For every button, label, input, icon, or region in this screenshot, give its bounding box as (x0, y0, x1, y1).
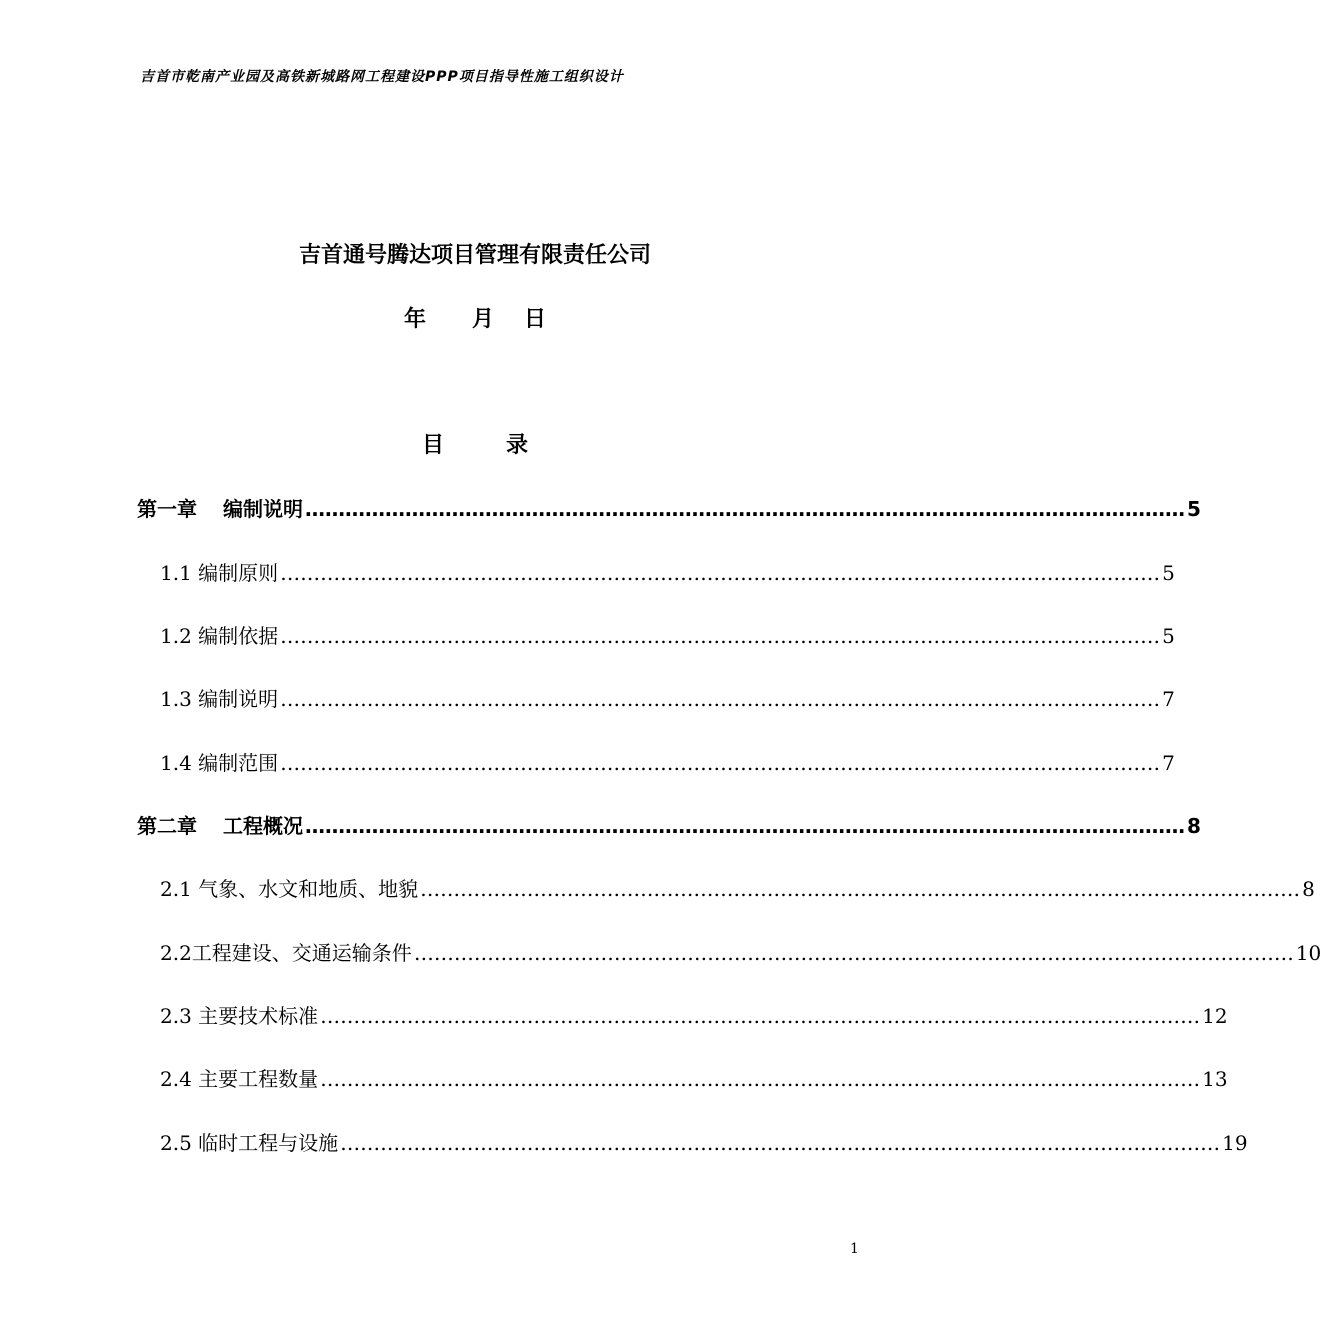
toc-entry-number: 第二章 (137, 814, 197, 838)
date-day: 日 (524, 307, 547, 332)
toc-entry-number: 1.1 (160, 561, 192, 585)
company-name: 吉首通号腾达项目管理有限责任公司 (298, 243, 651, 268)
toc-title (0, 428, 950, 459)
toc-entry-page: 8 (1187, 814, 1201, 838)
toc-entry-2-3[interactable] (160, 1000, 1228, 1030)
toc-entry-1-3[interactable] (160, 683, 1175, 713)
toc-entry-title: 编制范围 (198, 751, 279, 775)
toc-entry-label (160, 1127, 338, 1156)
toc-entry-number: 1.2 (160, 624, 192, 648)
toc-entry-number: 1.3 (160, 687, 192, 711)
toc-entry-number: 2.1 (160, 877, 192, 901)
toc-leader-dots: …………………………………………………………………………………………………………………… (420, 877, 1301, 901)
toc-leader-dots: …………………………………………………………………………………………………………………… (340, 1131, 1221, 1155)
toc-entry-label (137, 810, 303, 839)
toc-entry-title: 编制说明 (223, 497, 303, 521)
toc-entry-number: 2.3 (160, 1004, 192, 1028)
toc-entry-number: 2.4 (160, 1067, 192, 1091)
toc-entry-page: 5 (1162, 624, 1175, 648)
toc-entry-1-1[interactable] (160, 557, 1175, 587)
toc-entry-label (160, 747, 278, 776)
toc-entry-page: 19 (1222, 1131, 1248, 1155)
toc-leader-dots: …………………………………………………………………………………………………………………… (413, 941, 1294, 965)
toc-entry-title: 临时工程与设施 (198, 1131, 339, 1155)
toc-leader-dots: …………………………………………………………………………………………………………………… (280, 624, 1161, 648)
toc-entry-label (160, 873, 418, 902)
toc-entry-title: 编制说明 (198, 687, 279, 711)
toc-entry-number: 第一章 (137, 497, 197, 521)
toc-entry-page: 5 (1187, 497, 1201, 521)
toc-entry-2-1[interactable] (160, 873, 1315, 903)
toc-entry-chapter-2[interactable] (137, 810, 1201, 840)
toc-title-left: 目 (421, 433, 444, 458)
toc-leader-dots: …………………………………………………………………………………………………………………… (280, 561, 1161, 585)
toc-entry-label (160, 620, 278, 649)
toc-leader-dots: …………………………………………………………………………………………………………………… (280, 751, 1161, 775)
toc-entry-number: 1.4 (160, 751, 192, 775)
toc-entry-title: 编制依据 (198, 624, 279, 648)
date-line (0, 302, 950, 333)
toc-entry-label (160, 937, 412, 966)
toc-entry-label (160, 1000, 318, 1029)
toc-entry-page: 10 (1295, 941, 1321, 965)
page-number: 1 (850, 1241, 859, 1257)
toc-entry-title: 工程建设、交通运输条件 (191, 941, 412, 965)
toc-entry-page: 7 (1162, 687, 1175, 711)
toc-entry-2-2[interactable] (160, 937, 1321, 967)
toc-entry-chapter-1[interactable] (137, 493, 1201, 523)
toc-entry-2-5[interactable] (160, 1127, 1248, 1157)
toc-entry-title: 工程概况 (223, 814, 303, 838)
toc-leader-dots: …………………………………………………………………………………………………………………… (305, 497, 1185, 521)
toc-entry-page: 8 (1302, 877, 1315, 901)
toc-entry-title: 编制原则 (198, 561, 279, 585)
toc-entry-label (137, 493, 303, 522)
toc-leader-dots: …………………………………………………………………………………………………………………… (280, 687, 1161, 711)
toc-entry-1-2[interactable] (160, 620, 1175, 650)
date-month: 月 (471, 307, 494, 332)
toc-leader-dots: …………………………………………………………………………………………………………………… (320, 1067, 1201, 1091)
toc-entry-page: 12 (1202, 1004, 1228, 1028)
running-header: 吉首市乾南产业园及高铁新城路网工程建设PPP项目指导性施工组织设计 (140, 69, 624, 85)
toc-title-right: 录 (506, 433, 529, 458)
toc-entry-1-4[interactable] (160, 747, 1175, 777)
toc-entry-title: 主要工程数量 (198, 1067, 319, 1091)
toc-leader-dots: …………………………………………………………………………………………………………………… (320, 1004, 1201, 1028)
toc-entry-title: 主要技术标准 (198, 1004, 319, 1028)
toc-leader-dots: …………………………………………………………………………………………………………………… (305, 814, 1185, 838)
toc-entry-label (160, 683, 278, 712)
toc-entry-label (160, 557, 278, 586)
toc-entry-page: 7 (1162, 751, 1175, 775)
toc-entry-number: 2.5 (160, 1131, 192, 1155)
date-year: 年 (403, 307, 426, 332)
toc-entry-label (160, 1063, 318, 1092)
toc-entry-page: 13 (1202, 1067, 1228, 1091)
toc-entry-title: 气象、水文和地质、地貌 (198, 877, 419, 901)
toc-entry-2-4[interactable] (160, 1063, 1228, 1093)
toc-entry-number: 2.2 (160, 941, 192, 965)
toc-entry-page: 5 (1162, 561, 1175, 585)
